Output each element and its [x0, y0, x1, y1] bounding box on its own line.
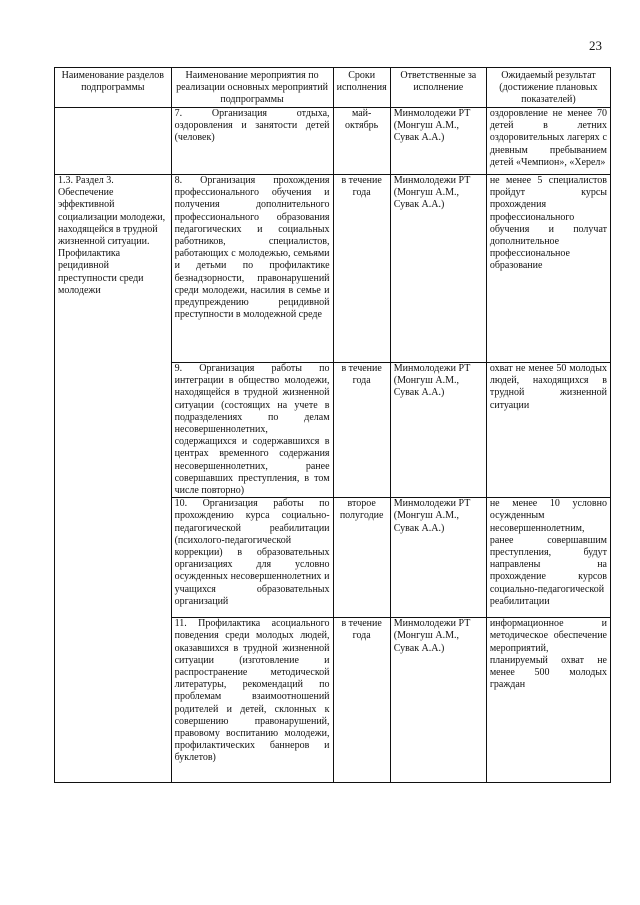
- table-header-row: [55, 68, 611, 108]
- term-cell: в течение года: [333, 175, 390, 363]
- activity-cell: 10. Организация работы по прохождению курса социально-педагогической реабилитации (психолого-педагогической коррекции) в образовательных организациях для условно осужденных несовершеннолетних и учащихся образовательных организаций: [171, 498, 333, 618]
- term-cell: в течение года: [333, 363, 390, 498]
- page-number: 23: [589, 38, 602, 53]
- activity-cell: 11. Профилактика асоциального поведения среди молодых людей, оказавшихся в трудной жизненной ситуации (изготовление и распространение методической литературы, рекомендаций по проблемам взаимоотношений родителей и детей, склонных к совершению правонарушений, правовому воспитанию молодежи, профилактических баннеров и буклетов): [171, 618, 333, 783]
- header-term: Сроки исполнения: [333, 68, 390, 108]
- result-cell: оздоровление не менее 70 детей в летних оздоровительных лагерях с дневным пребыванием детей «Чемпион», «Херел»: [486, 108, 610, 175]
- section-cell: 1.3. Раздел 3. Обеспечение эффективной социализации молодежи, находящейся в трудной жизненной ситуации. Профилактика рецидивной преступности среди молодежи: [55, 175, 172, 783]
- result-cell: информационное и методическое обеспечение мероприятий, планируемый охват не менее 500 молодых граждан: [486, 618, 610, 783]
- header-responsible: Ответственные за исполнение: [390, 68, 486, 108]
- table-row: [55, 175, 611, 363]
- header-section: Наименование разделов подпрограммы: [55, 68, 172, 108]
- header-activity: Наименование мероприятия по реализации основных мероприятий подпрограммы: [171, 68, 333, 108]
- responsible-cell: Минмолодежи РТ (Монгуш А.М., Сувак А.А.): [390, 618, 486, 783]
- responsible-cell: Минмолодежи РТ (Монгуш А.М., Сувак А.А.): [390, 498, 486, 618]
- activity-cell: 9. Организация работы по интеграции в общество молодежи, находящейся в трудной жизненной ситуации (состоящих на учете в подразделениях по делам несовершеннолетних, содержащихся и содержавшихся в центрах временного содержания несовершеннолетних, ранее совершавших преступления, в том числе повторно): [171, 363, 333, 498]
- activity-cell: 8. Организация прохождения профессионального обучения и получения дополнительного профессионального образования педагогических и социальных работников, специалистов, работающих с молодежью, семьями и детьми по профилактике безнадзорности, правонарушений среди молодежи, насилия в семье и предупреждению рецидивной преступности в молодежной среде: [171, 175, 333, 363]
- responsible-cell: Минмолодежи РТ (Монгуш А.М., Сувак А.А.): [390, 175, 486, 363]
- section-cell: [55, 108, 172, 175]
- term-cell: в течение года: [333, 618, 390, 783]
- result-cell: охват не менее 50 молодых людей, находящихся в трудной жизненной ситуации: [486, 363, 610, 498]
- responsible-cell: Минмолодежи РТ (Монгуш А.М., Сувак А.А.): [390, 363, 486, 498]
- result-cell: не менее 5 специалистов пройдут курсы прохождения профессионального обучения и получат дополнительное профессиональное образование: [486, 175, 610, 363]
- header-result: Ожидаемый результат (достижение плановых показателей): [486, 68, 610, 108]
- result-cell: не менее 10 условно осужденным несовершеннолетним, ранее совершавшим преступления, будут направлены на прохождение курсов социально-педагогической реабилитации: [486, 498, 610, 618]
- activity-cell: 7. Организация отдыха, оздоровления и занятости детей (человек): [171, 108, 333, 175]
- term-cell: второе полугодие: [333, 498, 390, 618]
- term-cell: май-октябрь: [333, 108, 390, 175]
- subprogram-table: [54, 67, 611, 783]
- responsible-cell: Минмолодежи РТ (Монгуш А.М., Сувак А.А.): [390, 108, 486, 175]
- table-row: [55, 108, 611, 175]
